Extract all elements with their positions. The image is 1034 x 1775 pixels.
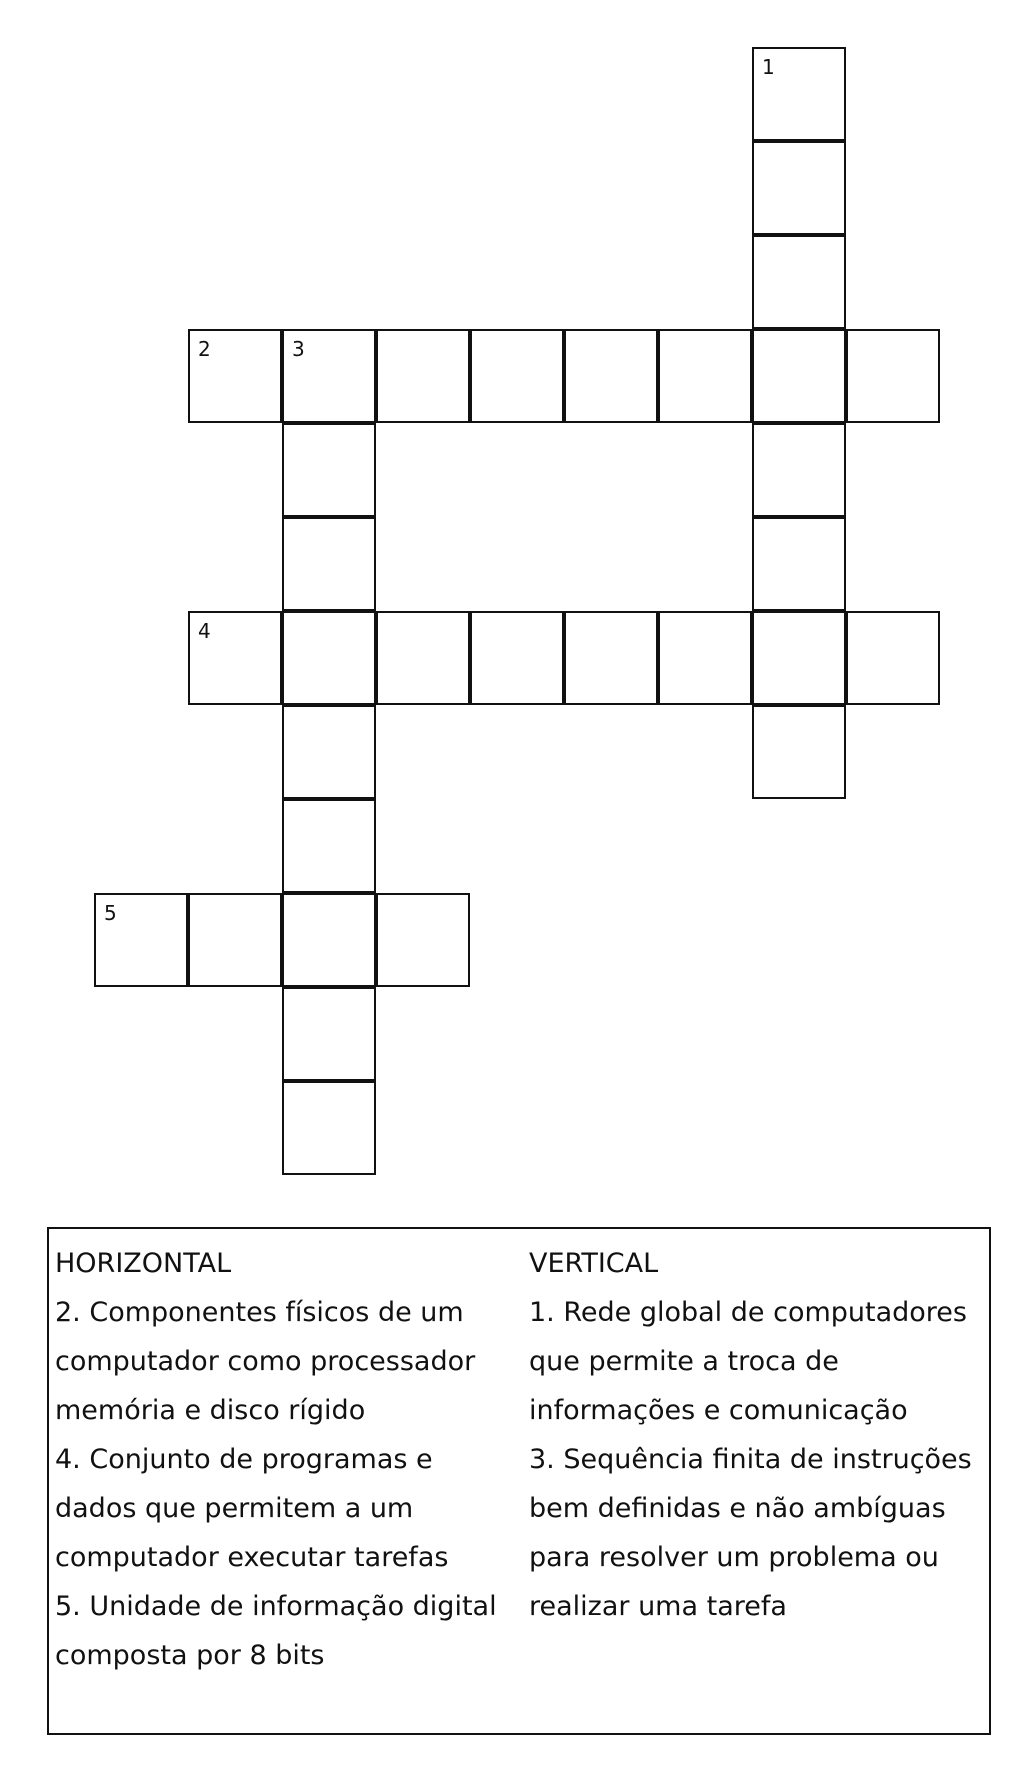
clue-number: 4 bbox=[198, 619, 211, 643]
clue-line: 2. Componentes físicos de um bbox=[55, 1297, 464, 1328]
grid-cell[interactable] bbox=[376, 893, 470, 987]
clue-number: 1 bbox=[762, 55, 775, 79]
grid-cell[interactable] bbox=[752, 423, 846, 517]
grid-cell[interactable] bbox=[282, 329, 376, 423]
vertical-heading: VERTICAL bbox=[529, 1248, 659, 1279]
grid-cell[interactable] bbox=[564, 329, 658, 423]
clue-line: 4. Conjunto de programas e bbox=[55, 1444, 433, 1475]
grid-cell[interactable] bbox=[282, 611, 376, 705]
clue-line: memória e disco rígido bbox=[55, 1395, 366, 1426]
clue-line: computador como processador bbox=[55, 1346, 476, 1377]
grid-cell[interactable] bbox=[564, 611, 658, 705]
grid-cell[interactable] bbox=[188, 611, 282, 705]
clue-line: dados que permitem a um bbox=[55, 1493, 414, 1524]
grid-cell[interactable] bbox=[846, 329, 940, 423]
grid-cell[interactable] bbox=[470, 329, 564, 423]
clue-number: 3 bbox=[292, 337, 305, 361]
grid-cell[interactable] bbox=[752, 611, 846, 705]
clue-line: que permite a troca de bbox=[529, 1346, 839, 1377]
clue-line: 3. Sequência finita de instruções bbox=[529, 1444, 972, 1475]
horizontal-heading: HORIZONTAL bbox=[55, 1248, 232, 1279]
grid-cell[interactable] bbox=[752, 235, 846, 329]
grid-cell[interactable] bbox=[846, 611, 940, 705]
grid-cell[interactable] bbox=[188, 893, 282, 987]
clue-line: informações e comunicação bbox=[529, 1395, 908, 1426]
clue-number: 2 bbox=[198, 337, 211, 361]
grid-cell[interactable] bbox=[658, 329, 752, 423]
grid-cell[interactable] bbox=[752, 329, 846, 423]
grid-cell[interactable] bbox=[282, 893, 376, 987]
grid-cell[interactable] bbox=[376, 611, 470, 705]
grid-cell[interactable] bbox=[282, 1081, 376, 1175]
grid-cell[interactable] bbox=[282, 987, 376, 1081]
clue-line: composta por 8 bits bbox=[55, 1640, 325, 1671]
grid-cell[interactable] bbox=[658, 611, 752, 705]
horizontal-clues bbox=[55, 1239, 515, 1680]
clue-line: 1. Rede global de computadores bbox=[529, 1297, 967, 1328]
grid-cell[interactable] bbox=[282, 705, 376, 799]
grid-cell[interactable] bbox=[752, 517, 846, 611]
clue-number: 5 bbox=[104, 901, 117, 925]
clue-line: realizar uma tarefa bbox=[529, 1591, 787, 1622]
grid-cell[interactable] bbox=[282, 517, 376, 611]
grid-cell[interactable] bbox=[752, 141, 846, 235]
grid-cell[interactable] bbox=[188, 329, 282, 423]
grid-cell[interactable] bbox=[94, 893, 188, 987]
grid-cell[interactable] bbox=[470, 611, 564, 705]
grid-cell[interactable] bbox=[282, 423, 376, 517]
clues-box bbox=[47, 1227, 991, 1735]
clue-line: 5. Unidade de informação digital bbox=[55, 1591, 497, 1622]
clue-line: computador executar tarefas bbox=[55, 1542, 449, 1573]
grid-cell[interactable] bbox=[376, 329, 470, 423]
grid-cell[interactable] bbox=[752, 47, 846, 141]
clue-line: bem definidas e não ambíguas bbox=[529, 1493, 946, 1524]
vertical-clues bbox=[529, 1239, 989, 1631]
grid-cell[interactable] bbox=[282, 799, 376, 893]
grid-cell[interactable] bbox=[752, 705, 846, 799]
clue-line: para resolver um problema ou bbox=[529, 1542, 939, 1573]
